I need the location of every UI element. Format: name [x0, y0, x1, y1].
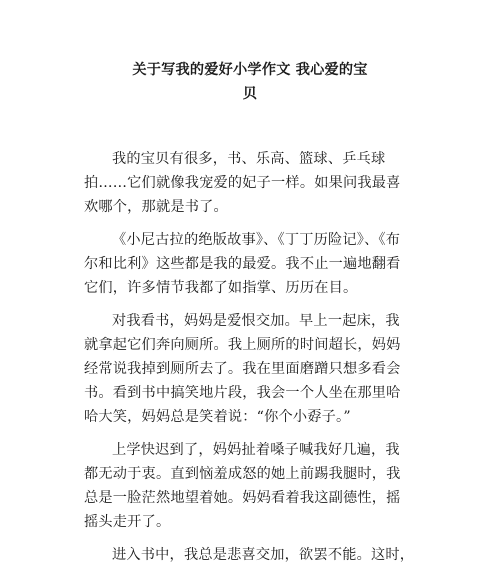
paragraph-1 [84, 147, 434, 219]
text-line: 《小尼古拉的绝版故事》、《丁丁历险记》、《布 [112, 232, 401, 248]
text-line: 经常说我掉到厕所去了。我在里面磨蹭只想多看会 [84, 361, 401, 377]
text-line: 它们，许多情节我都了如指掌、历历在目。 [84, 280, 358, 296]
text-line: 欢哪个，那就是书了。 [84, 199, 228, 215]
paragraph-3 [84, 309, 434, 429]
text-line: 哈大笑，妈妈总是笑着说：“你个小孬子。” [84, 409, 351, 425]
text-line: 都无动于衷。直到恼羞成怒的她上前踢我腿时，我 [84, 466, 401, 482]
document-title [60, 58, 440, 106]
text-line: 书。看到书中搞笑地片段，我会一个人坐在那里哈 [84, 385, 401, 401]
paragraph-5 [84, 543, 434, 566]
text-line: 总是一脸茫然地望着她。妈妈看着我这副德性，摇 [84, 490, 401, 506]
text-line: 上学快迟到了，妈妈扯着嗓子喊我好几遍，我 [112, 442, 400, 458]
document-body [84, 147, 434, 566]
text-line: 对我看书，妈妈是爱恨交加。早上一起床，我 [112, 313, 400, 329]
title-line-1: 关于写我的爱好小学作文 我心爱的宝 [132, 62, 368, 78]
paragraph-2 [84, 228, 434, 300]
paragraph-4 [84, 438, 434, 534]
text-line: 我的宝贝有很多，书、乐高、篮球、乒乓球 [112, 151, 386, 167]
text-line: 进入书中，我总是悲喜交加，欲罢不能。这时， [112, 547, 415, 563]
text-line: 就拿起它们奔向厕所。我上厕所的时间超长，妈妈 [84, 337, 401, 353]
text-line: 摇头走开了。 [84, 514, 171, 530]
title-line-2: 贝 [242, 86, 258, 102]
text-line: 拍……它们就像我宠爱的妃子一样。如果问我最喜 [84, 175, 401, 191]
text-line: 尔和比利》这些都是我的最爱。我不止一遍地翻看 [84, 256, 401, 272]
